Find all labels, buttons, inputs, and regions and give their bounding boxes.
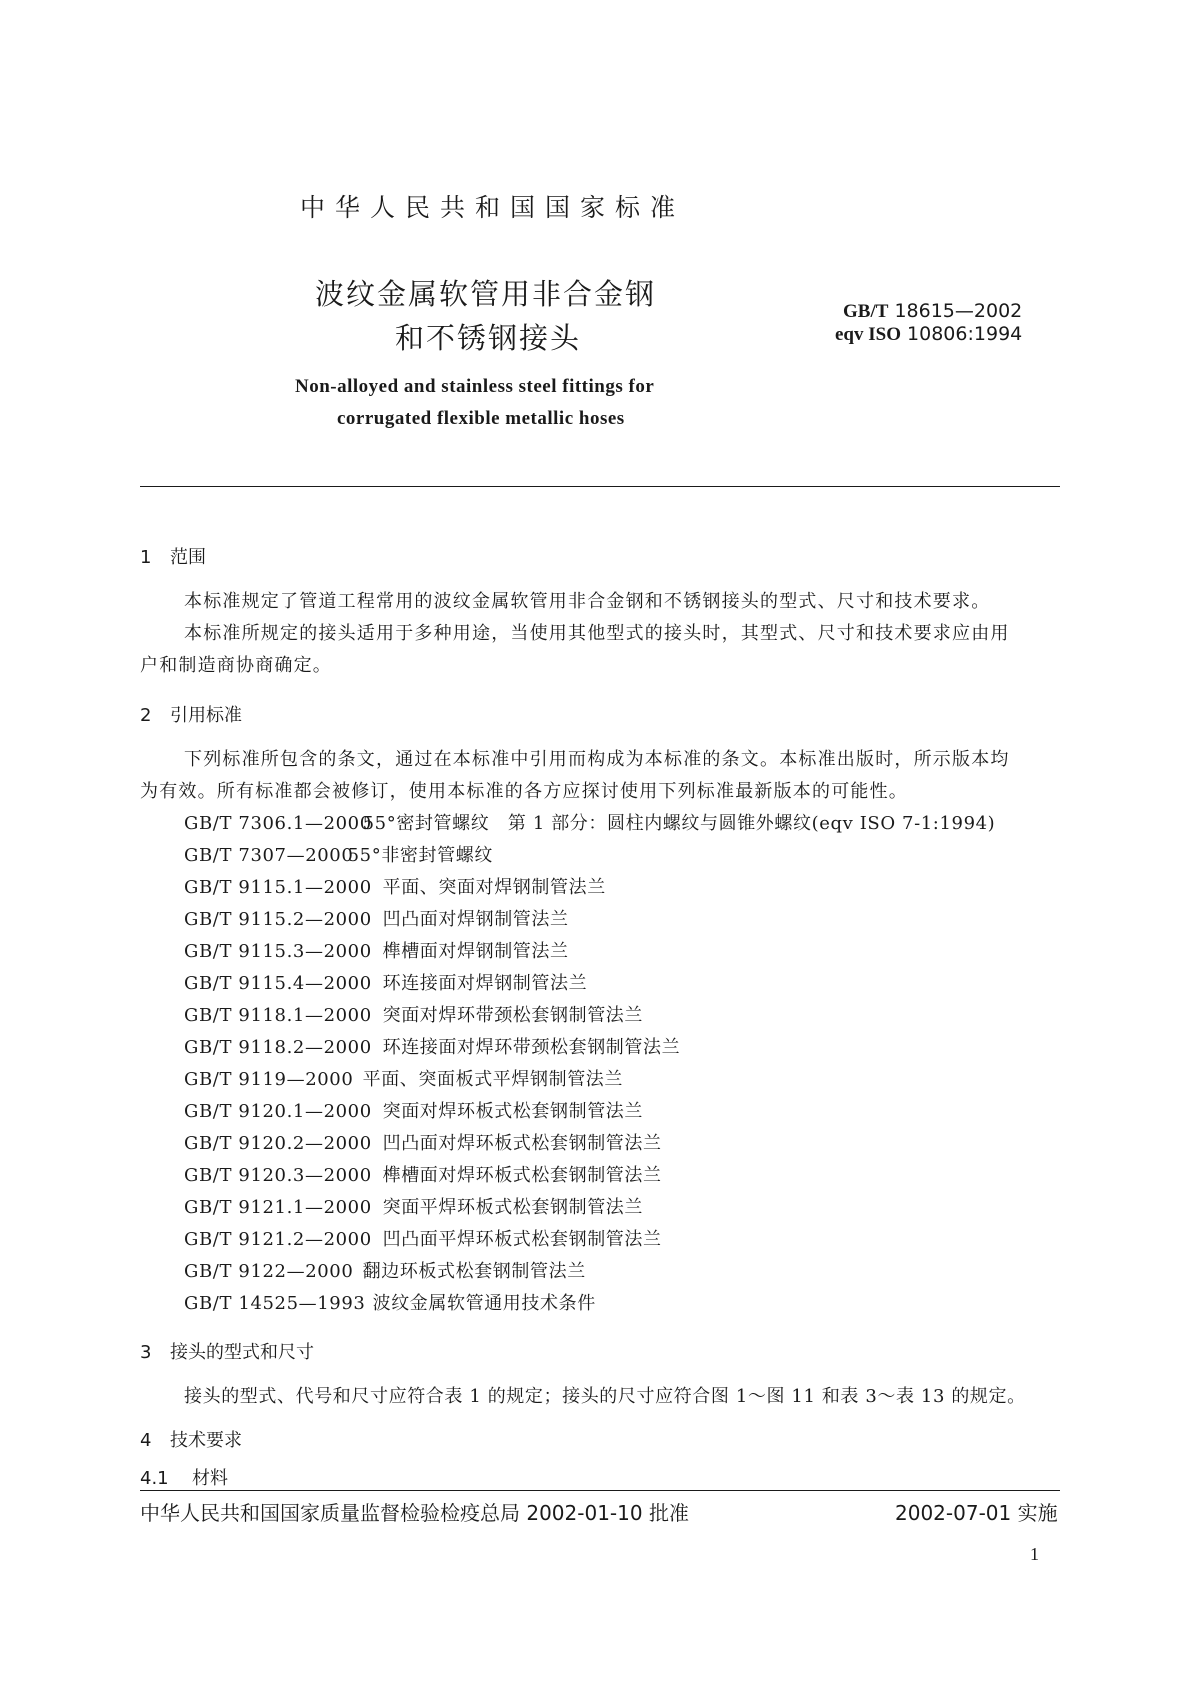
reference-item — [184, 1097, 643, 1123]
reference-title: 榫槽面对焊环板式松套钢制管法兰 — [382, 1165, 662, 1186]
reference-item — [184, 937, 569, 963]
reference-code: GB/T 9121.1—2000 — [184, 1197, 372, 1218]
reference-code: GB/T 9115.1—2000 — [184, 877, 372, 898]
eqv-prefix: eqv ISO — [835, 324, 901, 345]
section-number: 2 — [140, 705, 152, 726]
reference-title: 突面对焊环板式松套钢制管法兰 — [382, 1101, 644, 1122]
reference-title: 平面、突面对焊钢制管法兰 — [382, 877, 606, 898]
equivalent-standard — [835, 323, 1022, 346]
reference-code: GB/T 14525—1993 — [184, 1293, 366, 1314]
national-standard-title: 中华人民共和国国家标准 — [300, 193, 686, 222]
implementation-date: 2002-07-01 实施 — [895, 1501, 1058, 1525]
reference-item — [184, 1161, 662, 1187]
section-1-paragraph-1: 本标准规定了管道工程常用的波纹金属软管用非合金钢和不锈钢接头的型式、尺寸和技术要求。 — [184, 591, 991, 612]
reference-code: GB/T 9121.2—2000 — [184, 1229, 372, 1250]
reference-code: GB/T 7306.1—2000 — [184, 813, 372, 834]
reference-item — [184, 1225, 662, 1251]
reference-item — [184, 809, 995, 835]
reference-code: GB/T 9120.1—2000 — [184, 1101, 372, 1122]
reference-title: 环连接面对焊环带颈松套钢制管法兰 — [382, 1037, 681, 1058]
reference-code: GB/T 9120.3—2000 — [184, 1165, 372, 1186]
reference-title: 凹凸面平焊环板式松套钢制管法兰 — [382, 1229, 662, 1250]
reference-code: GB/T 7307—2000 — [184, 845, 354, 866]
reference-code: GB/T 9119—2000 — [184, 1069, 354, 1090]
subsection-number: 4.1 — [140, 1468, 169, 1489]
section-2-heading — [140, 701, 242, 727]
reference-code: GB/T 9118.2—2000 — [184, 1037, 372, 1058]
section-1-paragraph-2-line-2: 户和制造商协商确定。 — [140, 655, 332, 676]
reference-item — [184, 1065, 623, 1091]
reference-code: GB/T 9120.2—2000 — [184, 1133, 372, 1154]
eqv-number: 10806:1994 — [907, 323, 1023, 345]
header-divider — [140, 486, 1060, 487]
reference-title: 翻边环板式松套钢制管法兰 — [362, 1261, 586, 1282]
reference-code: GB/T 9122—2000 — [184, 1261, 354, 1282]
reference-item — [184, 905, 569, 931]
title-zh-line-1: 波纹金属软管用非合金钢 — [315, 277, 657, 311]
subsection-title: 材料 — [192, 1468, 228, 1489]
section-4-heading — [140, 1426, 242, 1452]
reference-item — [184, 841, 493, 867]
page-number: 1 — [1030, 1544, 1039, 1564]
reference-item — [184, 1033, 680, 1059]
reference-code: GB/T 9115.3—2000 — [184, 941, 372, 962]
title-zh-line-2: 和不锈钢接头 — [395, 321, 582, 355]
reference-title: 凹凸面对焊环板式松套钢制管法兰 — [382, 1133, 662, 1154]
reference-title: 波纹金属软管通用技术条件 — [372, 1293, 596, 1314]
section-number: 1 — [140, 547, 152, 568]
section-title: 接头的型式和尺寸 — [170, 1342, 314, 1363]
standard-code-block — [835, 300, 1022, 346]
section-title: 技术要求 — [170, 1430, 242, 1451]
section-1-heading — [140, 543, 206, 569]
footer-divider — [140, 1490, 1060, 1491]
reference-item — [184, 1257, 586, 1283]
reference-title: 平面、突面板式平焊钢制管法兰 — [362, 1069, 624, 1090]
reference-title: 突面对焊环带颈松套钢制管法兰 — [382, 1005, 644, 1026]
section-3-heading — [140, 1338, 314, 1364]
reference-code: GB/T 9115.4—2000 — [184, 973, 372, 994]
subsection-4-1-heading — [140, 1464, 228, 1490]
reference-item — [184, 873, 606, 899]
reference-item — [184, 1289, 596, 1315]
section-title: 范围 — [170, 547, 206, 568]
section-number: 4 — [140, 1430, 152, 1451]
title-en-line-1: Non-alloyed and stainless steel fittings for — [295, 376, 655, 397]
title-en-line-2: corrugated flexible metallic hoses — [337, 408, 625, 429]
std-number: 18615—2002 — [894, 300, 1023, 322]
section-3-paragraph: 接头的型式、代号和尺寸应符合表 1 的规定；接头的尺寸应符合图 1～图 11 和表 3～表 13 的规定。 — [184, 1386, 1026, 1407]
reference-item — [184, 1001, 643, 1027]
section-2-paragraph-line-1: 下列标准所包含的条文，通过在本标准中引用而构成为本标准的条文。本标准出版时，所示版本均 — [184, 749, 1010, 770]
reference-code: GB/T 9118.1—2000 — [184, 1005, 372, 1026]
section-1-paragraph-2-line-1: 本标准所规定的接头适用于多种用途，当使用其他型式的接头时，其型式、尺寸和技术要求应由用 — [184, 623, 1010, 644]
reference-title: 55°密封管螺纹 第 1 部分：圆柱内螺纹与圆锥外螺纹(eqv ISO 7-1:1994) — [362, 813, 996, 834]
reference-title: 突面平焊环板式松套钢制管法兰 — [382, 1197, 644, 1218]
reference-title: 凹凸面对焊钢制管法兰 — [382, 909, 569, 930]
reference-title: 55°非密封管螺纹 — [347, 845, 493, 866]
reference-item — [184, 1193, 643, 1219]
reference-title: 环连接面对焊钢制管法兰 — [382, 973, 588, 994]
reference-item — [184, 969, 587, 995]
approval-statement: 中华人民共和国国家质量监督检验检疫总局 2002-01-10 批准 — [140, 1501, 689, 1525]
std-prefix: GB/T — [843, 301, 889, 322]
reference-title: 榫槽面对焊钢制管法兰 — [382, 941, 569, 962]
section-title: 引用标准 — [170, 705, 242, 726]
section-2-paragraph-line-2: 为有效。所有标准都会被修订，使用本标准的各方应探讨使用下列标准最新版本的可能性。 — [140, 781, 908, 802]
reference-code: GB/T 9115.2—2000 — [184, 909, 372, 930]
section-number: 3 — [140, 1342, 152, 1363]
standard-number — [835, 300, 1022, 323]
reference-item — [184, 1129, 662, 1155]
